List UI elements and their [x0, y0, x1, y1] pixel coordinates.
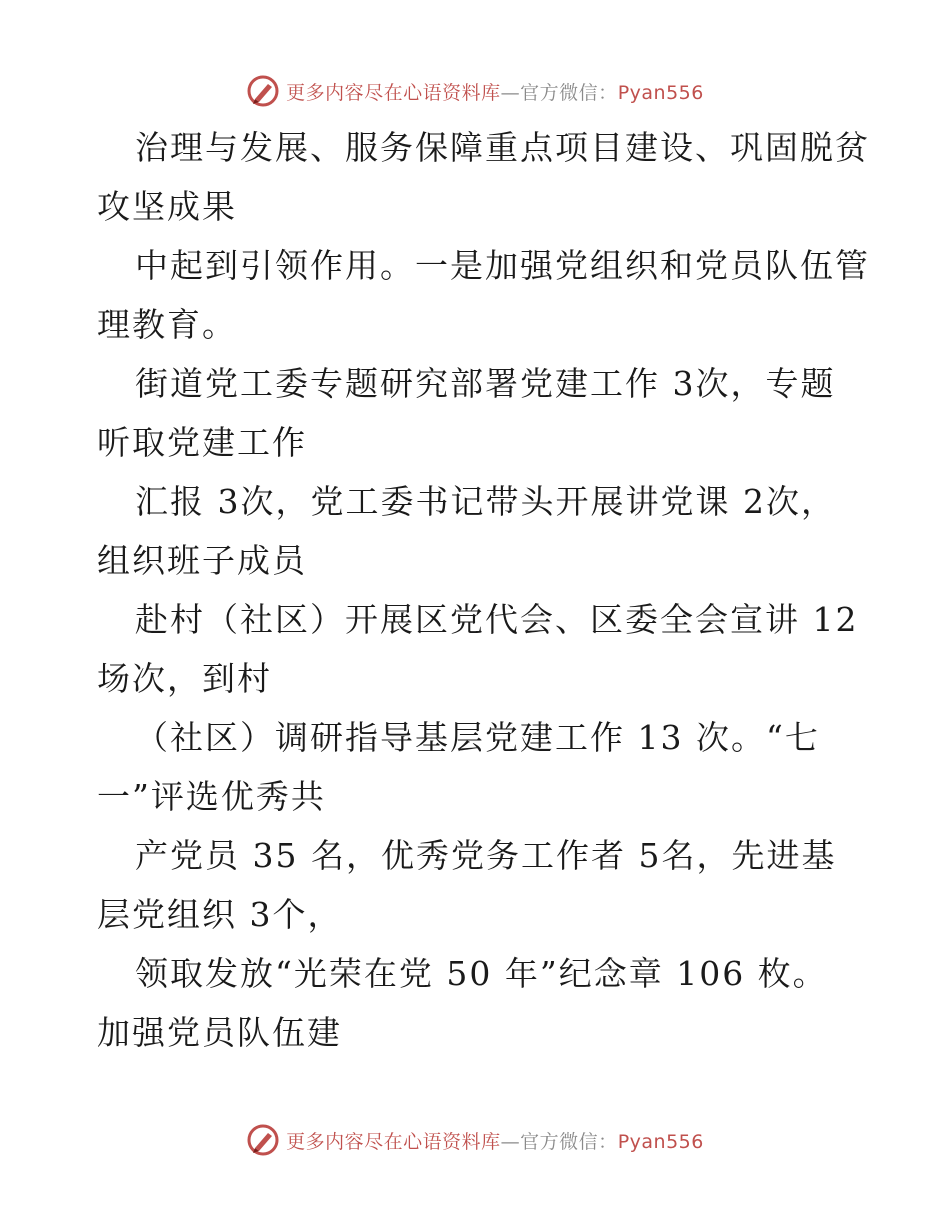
text-line: 中起到引领作用。一是加强党组织和党员队伍管	[135, 246, 870, 285]
text-line: 街道党工委专题研究部署党建工作 3次，专题	[135, 364, 836, 403]
watermark-text	[286, 1127, 704, 1154]
watermark-text	[286, 78, 704, 105]
text-line: 治理与发展、服务保障重点项目建设、巩固脱贫	[135, 128, 870, 167]
document-body	[97, 118, 870, 1062]
watermark-dash: —	[500, 81, 521, 104]
text-line: 赴村（社区）开展区党代会、区委全会宣讲 12	[135, 600, 859, 639]
text-line: 攻坚成果	[97, 187, 237, 226]
header-watermark	[0, 71, 950, 111]
text-line: 场次，到村	[97, 659, 272, 698]
watermark-brand: 更多内容尽在心语资料库	[286, 1130, 501, 1153]
text-line: 理教育。	[97, 305, 237, 344]
watermark-id: Pyan556	[617, 81, 704, 104]
text-line: 加强党员队伍建	[97, 1013, 342, 1052]
watermark-id: Pyan556	[617, 1130, 704, 1153]
text-line: 领取发放“光荣在党 50 年”纪念章 106 枚。	[135, 954, 828, 993]
watermark-sub: 官方微信：	[520, 81, 618, 104]
pen-logo-icon	[246, 74, 280, 108]
text-line: 产党员 35 名，优秀党务工作者 5名，先进基	[135, 836, 837, 875]
text-line: 一”评选优秀共	[97, 777, 326, 816]
pen-logo-icon	[246, 1123, 280, 1157]
text-line: 汇报 3次，党工委书记带头开展讲党课 2次，	[135, 482, 836, 521]
text-line: 听取党建工作	[97, 423, 307, 462]
watermark-dash: —	[500, 1130, 521, 1153]
watermark-sub: 官方微信：	[520, 1130, 618, 1153]
footer-watermark	[0, 1120, 950, 1160]
text-line: 层党组织 3个，	[97, 895, 343, 934]
text-line: 组织班子成员	[97, 541, 307, 580]
watermark-brand: 更多内容尽在心语资料库	[286, 81, 501, 104]
text-line: （社区）调研指导基层党建工作 13 次。“七	[135, 718, 820, 757]
